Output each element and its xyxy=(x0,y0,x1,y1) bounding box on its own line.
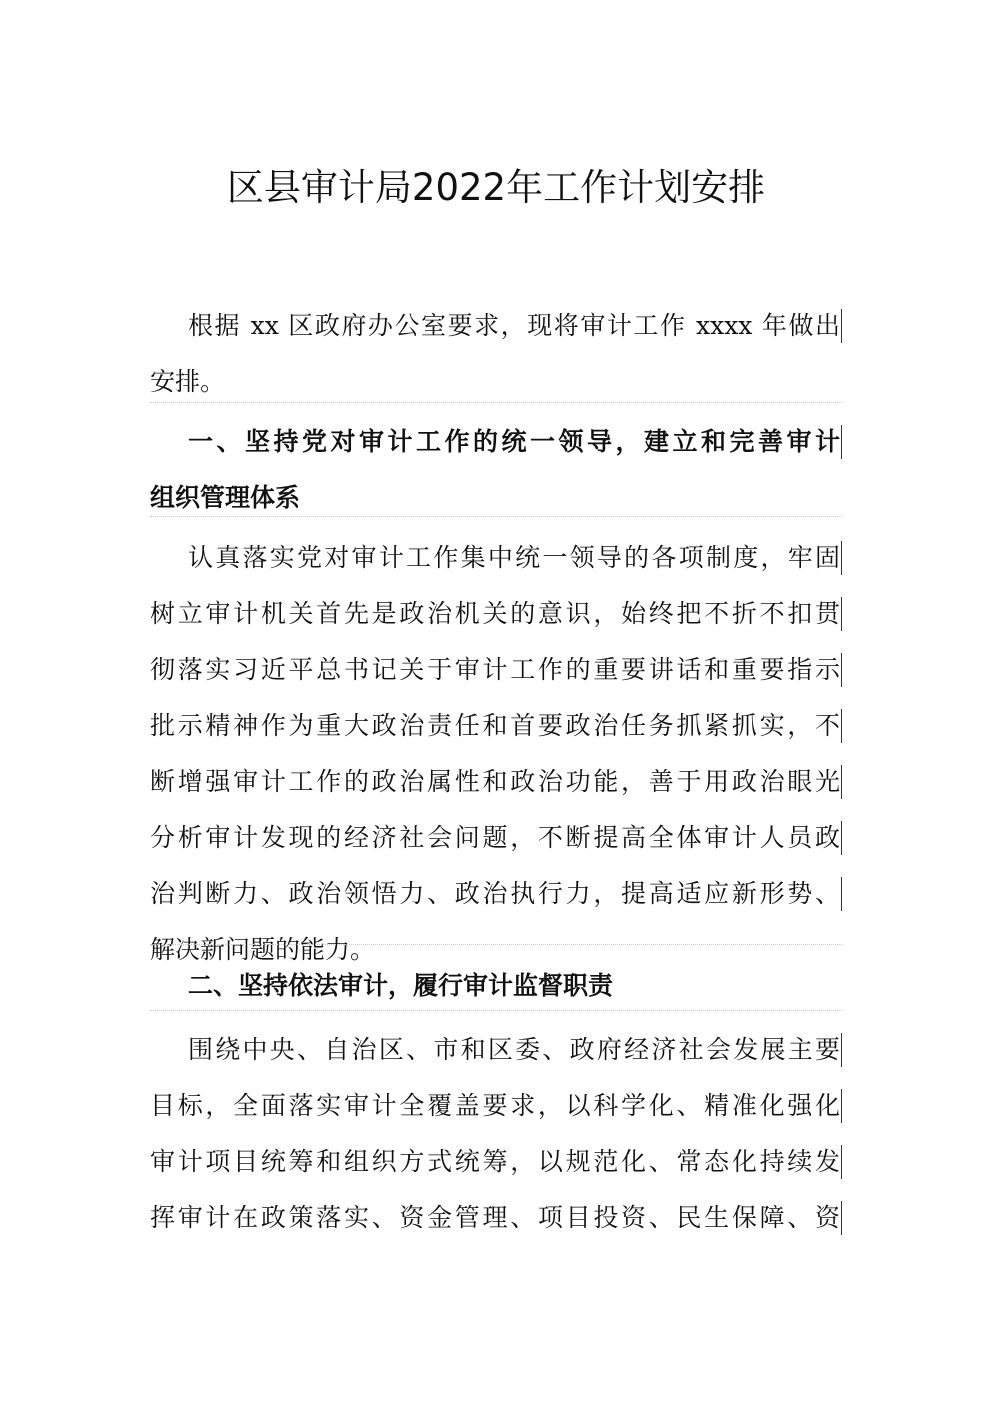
section1-heading xyxy=(150,414,840,526)
line-end-marker xyxy=(841,821,842,855)
paragraph-separator xyxy=(150,1010,842,1011)
section2-body-line: 挥审计在政策落实、资金管理、项目投资、民生保障、资 xyxy=(150,1203,840,1232)
section2-body xyxy=(150,1022,840,1246)
document-title: 区县审计局2022年工作计划安排 xyxy=(226,166,766,209)
section1-body-line: 批示精神作为重大政治责任和首要政治任务抓紧抓实，不 xyxy=(150,711,840,740)
line-end-marker xyxy=(841,709,842,743)
section2-body-line: 审计项目统筹和组织方式统筹，以规范化、常态化持续发 xyxy=(150,1147,840,1176)
section2-body-line: 目标，全面落实审计全覆盖要求，以科学化、精准化强化 xyxy=(150,1091,840,1120)
paragraph-separator xyxy=(150,516,842,517)
section1-body-line: 认真落实党对审计工作集中统一领导的各项制度，牢固 xyxy=(188,543,840,572)
section1-heading-line-1: 一、坚持党对审计工作的统一领导，建立和完善审计 xyxy=(188,427,840,456)
line-end-marker xyxy=(841,1201,842,1235)
section2-heading xyxy=(150,958,840,1014)
line-end-marker xyxy=(841,425,842,459)
line-end-marker xyxy=(841,653,842,687)
line-end-marker xyxy=(841,597,842,631)
section2-heading-line-1: 二、坚持依法审计，履行审计监督职责 xyxy=(188,971,614,1000)
section1-body-line: 治判断力、政治领悟力、政治执行力，提高适应新形势、 xyxy=(150,879,840,908)
line-end-marker xyxy=(841,1145,842,1179)
line-end-marker xyxy=(841,1033,842,1067)
line-end-marker xyxy=(841,1089,842,1123)
paragraph-separator xyxy=(150,402,842,403)
section2-body-line: 围绕中央、自治区、市和区委、政府经济社会发展主要 xyxy=(188,1035,840,1064)
line-end-marker xyxy=(841,309,842,343)
intro-line-2: 安排。 xyxy=(150,367,226,396)
section1-body-line: 解决新问题的能力。 xyxy=(150,935,376,964)
line-end-marker xyxy=(841,877,842,911)
section1-heading-line-2: 组织管理体系 xyxy=(150,483,301,512)
section1-body-line: 树立审计机关首先是政治机关的意识，始终把不折不扣贯 xyxy=(150,599,840,628)
intro-paragraph xyxy=(150,298,840,410)
section1-body-line: 分析审计发现的经济社会问题，不断提高全体审计人员政 xyxy=(150,823,840,852)
intro-line-1: 根据 xx 区政府办公室要求，现将审计工作 xxxx 年做出 xyxy=(188,311,840,340)
section1-body-line: 断增强审计工作的政治属性和政治功能，善于用政治眼光 xyxy=(150,767,840,796)
line-end-marker xyxy=(841,765,842,799)
section1-body xyxy=(150,530,840,978)
section1-body-line: 彻落实习近平总书记关于审计工作的重要讲话和重要指示 xyxy=(150,655,840,684)
paragraph-separator xyxy=(150,944,842,945)
line-end-marker xyxy=(841,541,842,575)
